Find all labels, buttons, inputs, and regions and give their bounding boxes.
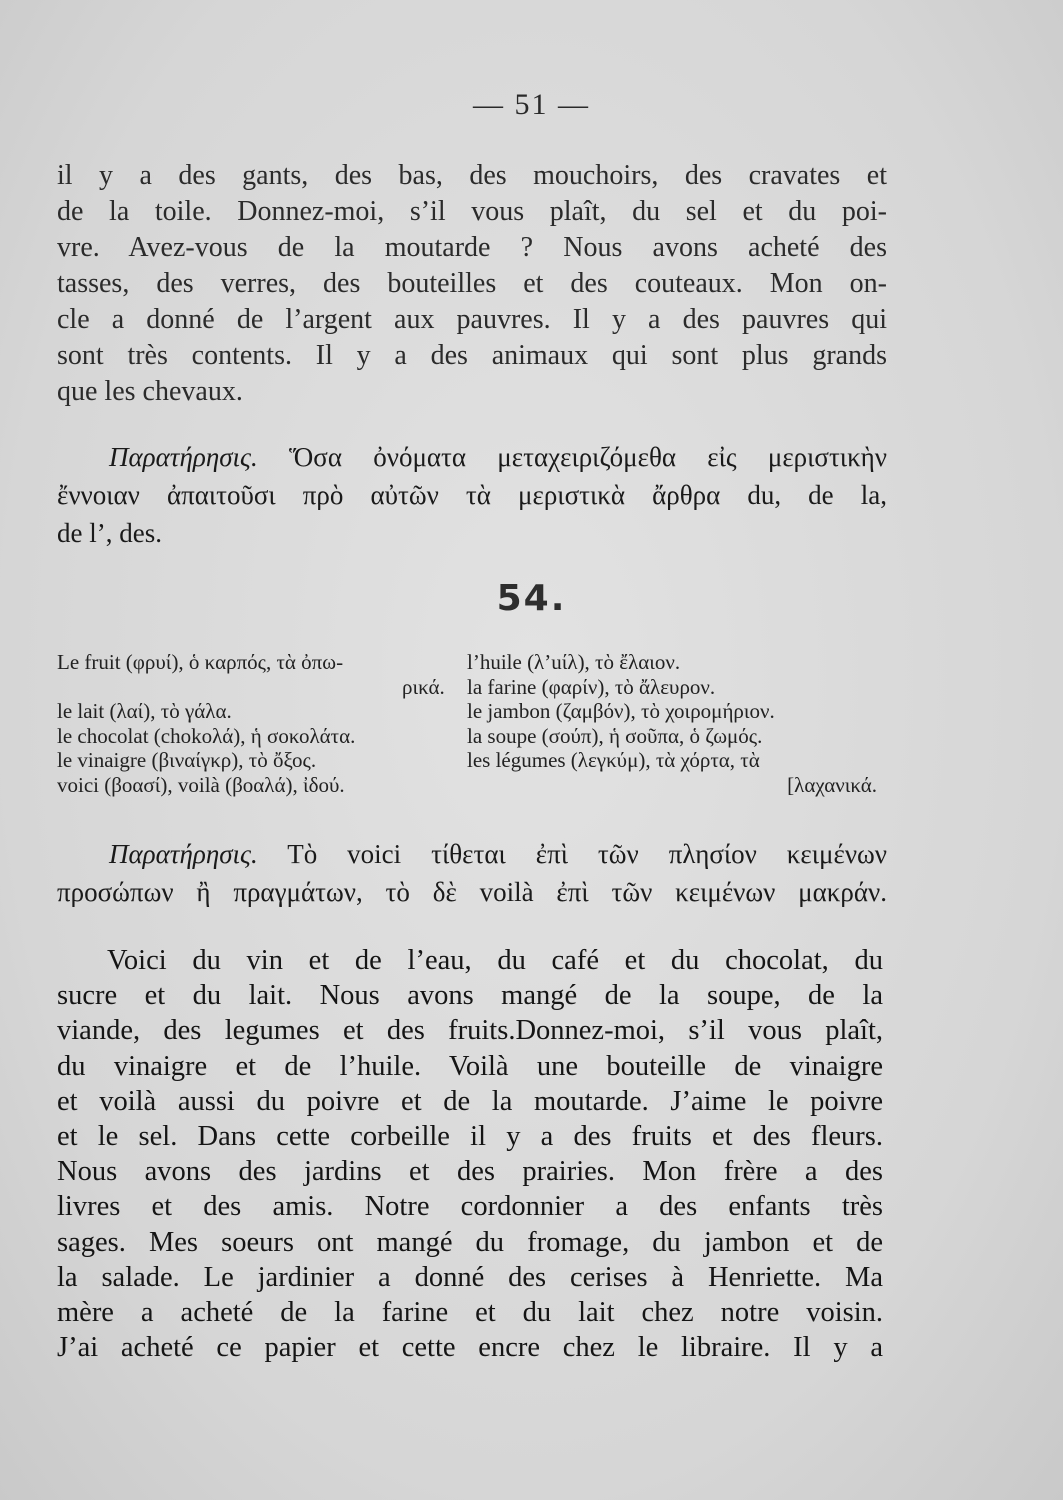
text-line: et voilà aussi du poivre et de la moutarde. J’aime le poivre <box>57 1085 883 1117</box>
vocab-entry: le jambon (ζαμβόν), τὸ χοιρομήριον. <box>467 699 775 723</box>
text-line: il y a des gants, des bas, des mouchoirs, des cravates et <box>57 160 887 191</box>
text-line: et le sel. Dans cette corbeille il y a des fruits et des fleurs. <box>57 1121 883 1153</box>
vocab-entry-continuation: ρικά. <box>402 674 445 699</box>
note-line <box>57 835 887 873</box>
note-line: ἔννοιαν ἀπαιτοῦσι πρὸ αὐτῶν τὰ μεριστικὰ ἄρθρα du, de la, <box>57 480 887 510</box>
vocabulary-column-left <box>57 650 457 797</box>
vocab-entry: la soupe (σούπ), ἡ σοῦπα, ὁ ζωμός. <box>467 723 763 748</box>
exercise-paragraph-1 <box>57 158 887 410</box>
text-line: que les chevaux. <box>57 376 243 407</box>
note-line: de l’, des. <box>57 518 162 548</box>
vocab-entry: la farine (φαρίν), τὸ ἄλευρον. <box>467 674 716 699</box>
note-line <box>57 438 887 476</box>
text-line: du vinaigre et de l’huile. Voilà une bouteille de vinaigre <box>57 1050 883 1082</box>
vocab-entry: les légumes (λεγκύμ), τὰ χόρτα, τὰ <box>467 748 760 772</box>
text-line: Nous avons des jardins et des prairies. Mon frère a des <box>57 1156 883 1188</box>
text-line: sucre et du lait. Nous avons mangé de la soupe, de la <box>57 980 883 1012</box>
note-label: Παρατήρησις. <box>109 442 258 472</box>
text-line: sont très contents. Il y a des animaux qui sont plus grands <box>57 340 887 371</box>
grammar-note-1 <box>57 438 887 552</box>
text-line: Voici du vin et de l’eau, du café et du chocolat, du <box>107 945 883 976</box>
vocab-entry: l’huile (λ’uίλ), τὸ ἔλαιον. <box>467 650 681 674</box>
note-label: Παρατήρησις. <box>109 839 258 869</box>
exercise-paragraph-2 <box>57 943 883 1365</box>
text-line: de la toile. Donnez-moi, s’il vous plaît, du sel et du poi- <box>57 196 887 227</box>
text-line: livres et des amis. Notre cordonnier a des enfants très <box>57 1191 883 1223</box>
text-line: sages. Mes soeurs ont mangé du fromage, du jambon et de <box>57 1226 883 1258</box>
vocab-entry: Le fruit (φρυί), ὁ καρπός, τὰ ὀπω- <box>57 650 344 674</box>
vocab-entry: voici (βοασί), voilà (βοαλά), ἰδού. <box>57 772 345 797</box>
vocabulary-column-right <box>467 650 897 797</box>
text-line: mère a acheté de la farine et du lait chez notre voisin. <box>57 1297 883 1329</box>
text-line: viande, des legumes et des fruits.Donnez-moi, s’il vous plaît, <box>57 1015 883 1047</box>
text-line: cle a donné de l’argent aux pauvres. Il y a des pauvres qui <box>57 304 887 335</box>
text-line: tasses, des verres, des bouteilles et des couteaux. Mon on- <box>57 268 887 299</box>
vocab-entry: le lait (λαί), τὸ γάλα. <box>57 699 232 723</box>
vocab-entry: le vinaigre (βιναίγκρ), τὸ ὄξος. <box>57 748 317 772</box>
note-line: προσώπων ἢ πραγμάτων, τὸ δὲ voilà ἐπὶ τῶν κειμένων μακράν. <box>57 877 887 907</box>
text-line: vre. Avez-vous de la moutarde ? Nous avons acheté des <box>57 232 887 263</box>
vocab-entry-continuation: [λαχανικά. <box>787 772 877 797</box>
text-line: J’ai acheté ce papier et cette encre chez le libraire. Il y a <box>57 1332 883 1364</box>
page-number: — 51 — <box>473 88 590 121</box>
note-text: Τὸ voici τίθεται ἐπὶ τῶν πλησίον κειμένων <box>287 839 888 869</box>
grammar-note-2 <box>57 835 887 911</box>
vocab-entry: le chocolat (chokoλά), ἡ σοκολάτα. <box>57 723 356 748</box>
text-line: la salade. Le jardinier a donné des cerises à Henriette. Ma <box>57 1261 883 1293</box>
section-number: 54. <box>496 578 567 619</box>
note-text: Ὅσα ὀνόματα μεταχειριζόμεθα εἰς μεριστικὴν <box>289 442 888 472</box>
